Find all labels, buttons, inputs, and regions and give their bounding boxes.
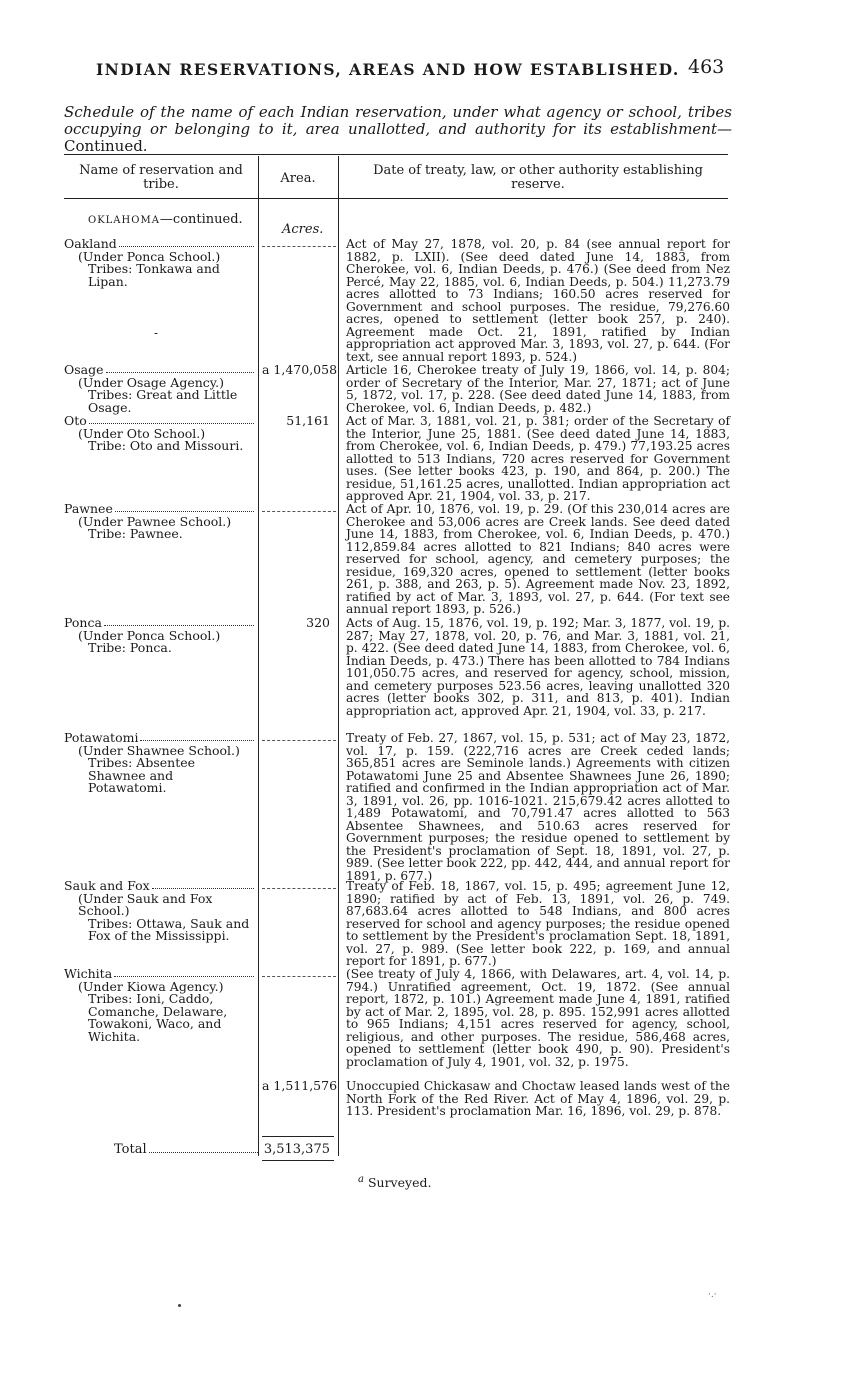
agency: (Under Osage Agency.) xyxy=(78,374,225,390)
tribes: Tribes: Great and Little Osage. xyxy=(88,387,238,415)
area-leader-dots xyxy=(262,976,336,977)
authority-text: Act of Apr. 10, 1876, vol. 19, p. 29. (Of this 230,014 acres are Cherokee and 53,006 acres are Creek lands. See deed dated June 14, 1883, from Cherokee, vol. 6, Indian Deeds, p. 470.) 112,859.84 acres allotted to 821 Indians; 840 acres were reserved for school, agency, and cemetery purposes; the residue, 169,320 acres, opened to settlement (letter books 261, p. 388, and 263, p. 5). Agreement made Nov. 23, 1892, ratified by act of Mar. 3, 1893, vol. 27, p. 644. (For text see annual report 1893, p. 526.) xyxy=(346,502,730,616)
area-value: a 1,511,576 xyxy=(262,1078,338,1093)
area-value: 51,161 xyxy=(286,413,330,428)
total-label xyxy=(114,1142,258,1157)
tribes: Tribe: Ponca. xyxy=(88,640,172,655)
stray-dash-mark: - xyxy=(154,326,159,340)
total-rule-top xyxy=(262,1136,334,1137)
total-rule-bottom xyxy=(262,1160,334,1161)
area-unit-label: Acres. xyxy=(282,222,324,237)
reservation-name: Osage xyxy=(64,362,104,377)
footnote-text: Surveyed. xyxy=(367,1175,432,1191)
reservation-name-potawatomi xyxy=(64,732,254,795)
reservation-name-ponca xyxy=(64,617,254,655)
paper-speck-mark: ·.· xyxy=(708,1290,717,1300)
area-leader-dots xyxy=(262,888,336,889)
column-header-authority: Date of treaty, law, or other authority establishing reserve. xyxy=(373,163,703,192)
reservation-name: Sauk and Fox xyxy=(64,878,150,893)
running-title: INDIAN RESERVATIONS, AREAS AND HOW ESTABLISHED. xyxy=(96,60,680,79)
section-heading xyxy=(88,212,243,227)
agency: (Under Ponca School.) xyxy=(78,248,221,264)
authority-text: Article 16, Cherokee treaty of July 19, 1866, vol. 14, p. 804; order of Secretary of the Interior, Mar. 27, 1871; act of June 5, 1872, vol. 17, p. 228. (See deed dated June 14, 1883, from Cherokee, vol. 6, Indian Deeds, p. 482.) xyxy=(346,363,730,415)
authority-text: Treaty of Feb. 18, 1867, vol. 15, p. 495; agreement June 12, 1890; ratified by act of Feb. 13, 1891, vol. 26, p. 749. 87,683.64 acres allotted to 548 Indians, and 800 acres reserved for school and agency purposes; the residue opened to settlement by the President's proclamation Sept. 18, 1891, vol. 27, p. 989. (See letter book 222, p. 169, and annual report for 1891, p. 677.) xyxy=(346,879,730,968)
authority-text: Act of May 27, 1878, vol. 20, p. 84 (see annual report for 1882, p. LXII). (See deed dated June 14, 1883, from Cherokee, vol. 6, Indian Deeds, p. 476.) (See deed from Nez Percé, May 22, 1885, vol. 6, Indian Deeds, p. 504.) 11,273.79 acres allotted to 73 Indians; 160.50 acres reserved for Government and school purposes. The residue, 79,276.60 acres, opened to settlement (letter book 257, p. 240). Agreement made Oct. 21, 1891, ratified by Indian appropriation act approved Mar. 3, 1893, vol. 27, p. 644. (For text, see annual report 1893, p. 524.) xyxy=(346,237,730,364)
authority-text: Act of Mar. 3, 1881, vol. 21, p. 381; order of the Secretary of the Interior, June 25, 1881. (See deed dated June 14, 1883, from Cherokee, vol. 6, Indian Deeds, p. 479.) 77,193.25 acres allotted to 513 Indians, 720 acres reserved for Government uses. (See letter books 423, p. 190, and 864, p. 200.) The residue, 51,161.25 acres, unallotted. Indian appropriation act approved Apr. 21, 1904, vol. 33, p. 217. xyxy=(346,414,730,503)
reservation-name-sauk-and-fox xyxy=(64,880,254,943)
reservation-name-pawnee xyxy=(64,503,254,541)
tribes: Tribes: Tonkawa and Lipan. xyxy=(88,261,220,289)
area-value: 320 xyxy=(306,615,330,630)
tribes: Tribes: Ioni, Caddo, Comanche, Delaware, Towakoni, Waco, and Wichita. xyxy=(88,991,228,1044)
column-divider-left xyxy=(258,156,259,1156)
reservation-name-osage xyxy=(64,364,254,414)
header-bottom-rule xyxy=(64,198,728,199)
authority-text: Treaty of Feb. 27, 1867, vol. 15, p. 531; act of May 23, 1872, vol. 17, p. 159. (222,716 acres are Creek ceded lands; 365,851 acres are Seminole lands.) Agreements with citizen Potawatomi June 25 and Absentee Shawnees June 26, 1890; ratified and confirmed in the Indian appropriation act of Mar. 3, 1891, vol. 26, pp. 1016-1021. 215,679.42 acres allotted to 1,489 Potawatomi, and 70,791.47 acres allotted to 563 Absentee Shawnees, and 510.63 acres reserved for Government purposes; the residue opened to settlement by the President's proclamation of Sept. 18, 1891, vol. 27, p. 989. (See letter book 222, pp. 442, 444, and annual report for 1891, p. 677.) xyxy=(346,731,730,883)
column-header-name: Name of reservation and tribe. xyxy=(79,163,243,192)
column-divider-right xyxy=(338,156,339,1156)
reservation-name-wichita xyxy=(64,968,254,1043)
agency: (Under Shawnee School.) xyxy=(78,742,240,758)
reservation-name: Potawatomi xyxy=(64,730,139,745)
agency: (Under Ponca School.) xyxy=(78,627,221,643)
reservation-name-oakland xyxy=(64,238,254,288)
authority-text: Acts of Aug. 15, 1876, vol. 19, p. 192; Mar. 3, 1877, vol. 19, p. 287; May 27, 1878, vol. 20, p. 76, and Mar. 3, 1881, vol. 21, p. 422. (See deed dated June 14, 1883, from Cherokee, vol. 6, Indian Deeds, p. 473.) There has been allotted to 784 Indians 101,050.75 acres, and reserved for agency, school, mission, and cemetery purposes 523.56 acres, leaving unallotted 320 acres (letter books 302, p. 311, and 813, p. 401). Indian appropriation act, approved Apr. 21, 1904, vol. 33, p. 217. xyxy=(346,616,730,718)
tribes: Tribe: Pawnee. xyxy=(88,526,183,541)
agency: (Under Oto School.) xyxy=(78,425,206,441)
area-value: a 1,470,058 xyxy=(262,362,338,377)
reservation-name: Oakland xyxy=(64,236,117,251)
page-number: 463 xyxy=(688,56,725,78)
table-caption xyxy=(64,104,732,155)
column-header-area: Area. xyxy=(280,171,316,186)
footnote xyxy=(358,1174,431,1190)
area-leader-dots xyxy=(262,246,336,247)
tribes: Tribes: Absentee Shawnee and Potawatomi. xyxy=(88,755,196,795)
area-leader-dots xyxy=(262,740,336,741)
caption-continued: Continued. xyxy=(64,137,148,155)
caption-text: Schedule of the name of each Indian reservation, under what agency or school, tribes occupying or belonging to it, area unallotted, and authority for its establishment— xyxy=(64,103,732,138)
reservation-name: Ponca xyxy=(64,615,102,630)
footnote-marker: a xyxy=(358,1174,364,1185)
tribes: Tribes: Ottawa, Sauk and Fox of the Mississippi. xyxy=(88,915,250,943)
reservation-name: Wichita xyxy=(64,966,113,981)
agency: (Under Pawnee School.) xyxy=(78,513,232,529)
reservation-name: Pawnee xyxy=(64,501,113,516)
agency: (Under Kiowa Agency.) xyxy=(78,978,224,994)
authority-text: Unoccupied Chickasaw and Choctaw leased lands west of the North Fork of the Red River. Act of May 4, 1896, vol. 29, p. 113. President's proclamation Mar. 16, 1896, vol. 29, p. 878. xyxy=(346,1079,730,1118)
reservation-name-oto xyxy=(64,415,254,453)
agency: (Under Sauk and Fox School.) xyxy=(78,890,213,918)
section-state: OKLAHOMA xyxy=(88,215,160,226)
reservation-name: Oto xyxy=(64,413,87,428)
total-value: 3,513,375 xyxy=(263,1142,330,1157)
area-leader-dots xyxy=(262,511,336,512)
paper-speck xyxy=(178,1304,181,1307)
tribes: Tribe: Oto and Missouri. xyxy=(88,438,244,453)
authority-text: (See treaty of July 4, 1866, with Delawares, art. 4, vol. 14, p. 794.) Unratified agreement, Oct. 19, 1872. (See annual report, 1872, p. 101.) Agreement made June 4, 1891, ratified by act of Mar. 2, 1895, vol. 28, p. 895. 152,991 acres allotted to 965 Indians; 4,151 acres reserved for agency, school, religious, and other purposes. The residue, 586,468 acres, opened to settlement (letter book 490, p. 90). President's proclamation of July 4, 1901, vol. 32, p. 1975. xyxy=(346,967,730,1069)
total-label-text: Total xyxy=(114,1142,147,1157)
section-suffix: —continued. xyxy=(159,212,243,227)
table-top-rule xyxy=(64,154,728,155)
